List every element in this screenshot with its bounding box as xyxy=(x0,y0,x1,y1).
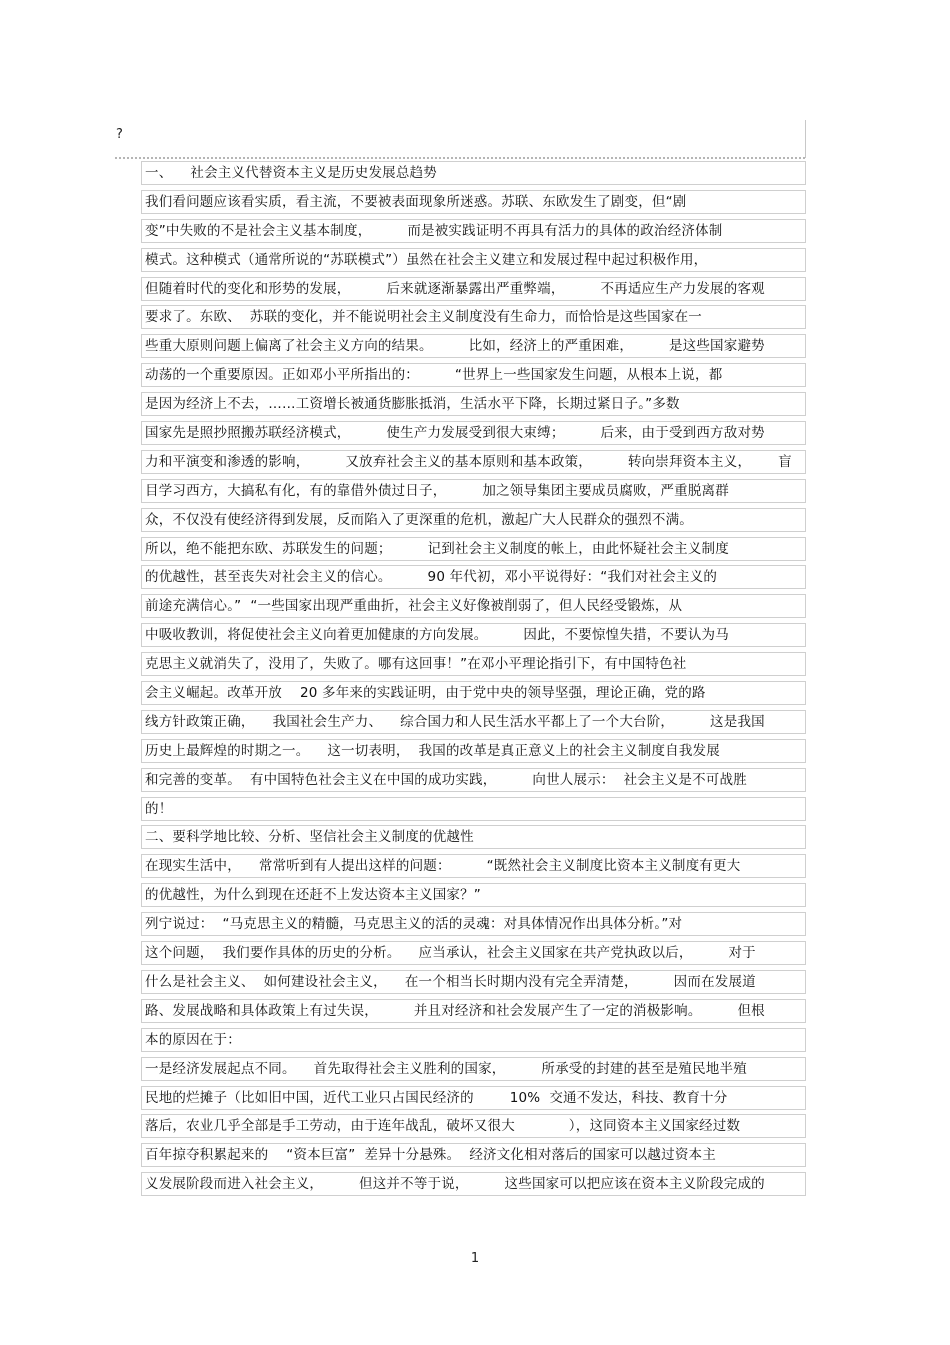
header-box xyxy=(115,120,806,158)
text-line: 在现实生活中， 常常听到有人提出这样的问题： “既然社会主义制度比资本主义制度有更大 xyxy=(141,854,806,878)
text-line: 所以，绝不能把东欧、苏联发生的问题； 记到社会主义制度的帐上，由此怀疑社会主义制度 xyxy=(141,537,806,561)
text-line: 会主义崛起。改革开放 20 多年来的实践证明，由于党中央的领导坚强，理论正确，党的路 xyxy=(141,681,806,705)
text-line: 但随着时代的变化和形势的发展， 后来就逐渐暴露出严重弊端， 不再适应生产力发展的客观 xyxy=(141,277,806,301)
text-line: 变”中失败的不是社会主义基本制度， 而是被实践证明不再具有活力的具体的政治经济体制 xyxy=(141,219,806,243)
text-line: 我们看问题应该看实质，看主流，不要被表面现象所迷惑。苏联、东欧发生了剧变，但“剧 xyxy=(141,190,806,214)
text-line: 线方针政策正确， 我国社会生产力、 综合国力和人民生活水平都上了一个大台阶， 这是我国 xyxy=(141,710,806,734)
text-line: 这个问题， 我们要作具体的历史的分析。 应当承认，社会主义国家在共产党执政以后， 对于 xyxy=(141,941,806,965)
text-line: 路、发展战略和具体政策上有过失误， 并且对经济和社会发展产生了一定的消极影响。 但根 xyxy=(141,999,806,1023)
text-line: 众，不仅没有使经济得到发展，反而陷入了更深重的危机，激起广大人民群众的强烈不满。 xyxy=(141,508,806,532)
text-line: 动荡的一个重要原因。正如邓小平所指出的： “世界上一些国家发生问题，从根本上说，都 xyxy=(141,363,806,387)
text-line: 的优越性，甚至丧失对社会主义的信心。 90 年代初，邓小平说得好：“我们对社会主义的 xyxy=(141,565,806,589)
text-line: 克思主义就消失了，没用了，失败了。哪有这回事！”在邓小平理论指引下，有中国特色社 xyxy=(141,652,806,676)
text-line: 义发展阶段而进入社会主义， 但这并不等于说， 这些国家可以把应该在资本主义阶段完成的 xyxy=(141,1172,806,1196)
text-line: 的优越性，为什么到现在还赶不上发达资本主义国家？” xyxy=(141,883,806,907)
text-line: 中吸收教训，将促使社会主义向着更加健康的方向发展。 因此，不要惊惶失措，不要认为马 xyxy=(141,623,806,647)
text-line: 一、 社会主义代替资本主义是历史发展总趋势 xyxy=(141,161,806,185)
text-line: 民地的烂摊子（比如旧中国，近代工业只占国民经济的 10% 交通不发达，科技、教育十分 xyxy=(141,1086,806,1110)
text-line: 二、要科学地比较、分析、坚信社会主义制度的优越性 xyxy=(141,825,806,849)
text-line: 是因为经济上不去，……工资增长被通货膨胀抵消，生活水平下降，长期过紧日子。”多数 xyxy=(141,392,806,416)
text-line: 本的原因在于： xyxy=(141,1028,806,1052)
text-line: 些重大原则问题上偏离了社会主义方向的结果。 比如，经济上的严重困难， 是这些国家避势 xyxy=(141,334,806,358)
text-line: 前途充满信心。” “一些国家出现严重曲折，社会主义好像被削弱了，但人民经受锻炼，从 xyxy=(141,594,806,618)
page-number: 1 xyxy=(470,1251,480,1266)
text-line: 列宁说过： “马克思主义的精髓，马克思主义的活的灵魂：对具体情况作出具体分析。”对 xyxy=(141,912,806,936)
text-line: 和完善的变革。 有中国特色社会主义在中国的成功实践， 向世人展示： 社会主义是不可战胜 xyxy=(141,768,806,792)
text-line: 落后，农业几乎全部是手工劳动，由于连年战乱，破坏又很大 ），这同资本主义国家经过数 xyxy=(141,1114,806,1138)
text-line: 目学习西方，大搞私有化，有的靠借外债过日子， 加之领导集团主要成员腐败，严重脱离群 xyxy=(141,479,806,503)
text-line: 什么是社会主义、 如何建设社会主义， 在一个相当长时期内没有完全弄清楚， 因而在发展道 xyxy=(141,970,806,994)
text-line: 的！ xyxy=(141,797,806,821)
header-rule xyxy=(115,157,805,159)
text-line: 力和平演变和渗透的影响， 又放弃社会主义的基本原则和基本政策， 转向崇拜资本主义， 盲 xyxy=(141,450,806,474)
text-line: 要求了。东欧、 苏联的变化，并不能说明社会主义制度没有生命力，而恰恰是这些国家在一 xyxy=(141,305,806,329)
header-mark: ? xyxy=(116,127,123,142)
text-line: 国家先是照抄照搬苏联经济模式， 使生产力发展受到很大束缚； 后来，由于受到西方敌对势 xyxy=(141,421,806,445)
text-line: 一是经济发展起点不同。 首先取得社会主义胜利的国家， 所承受的封建的甚至是殖民地半殖 xyxy=(141,1057,806,1081)
text-body xyxy=(141,161,806,1201)
text-line: 历史上最辉煌的时期之一。 这一切表明， 我国的改革是真正意义上的社会主义制度自我发展 xyxy=(141,739,806,763)
text-line: 百年掠夺积累起来的 “资本巨富” 差异十分悬殊。 经济文化相对落后的国家可以越过资本主 xyxy=(141,1143,806,1167)
text-line: 模式。这种模式（通常所说的“苏联模式”）虽然在社会主义建立和发展过程中起过积极作用， xyxy=(141,248,806,272)
